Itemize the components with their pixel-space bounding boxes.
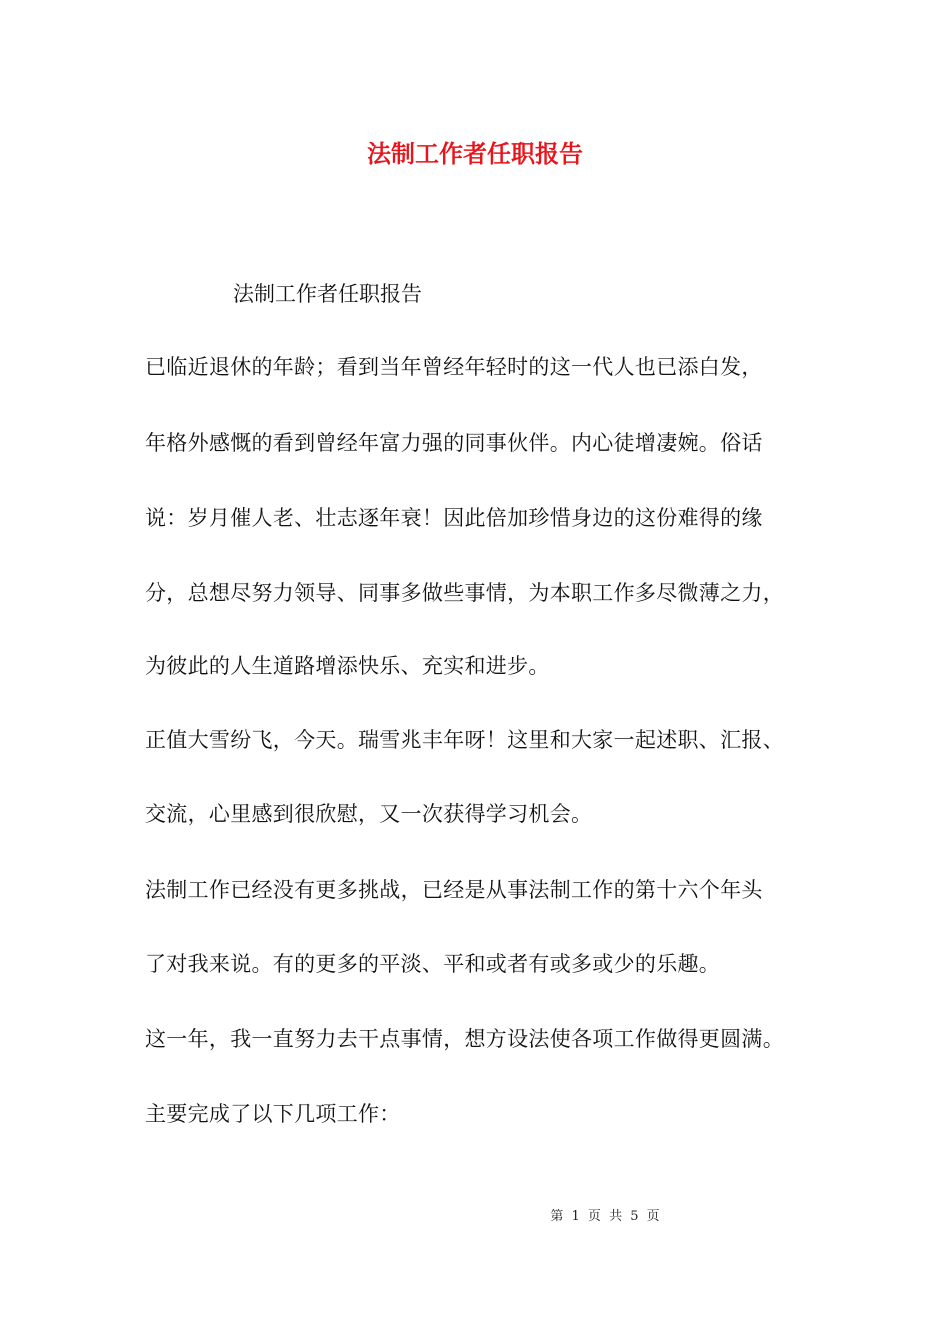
document-title: 法制工作者任职报告: [367, 139, 583, 168]
body-line: 这一年，我一直努力去干点事情，想方设法使各项工作做得更圆满。: [145, 1027, 784, 1051]
body-line: 说：岁月催人老、壮志逐年衰！因此倍加珍惜身边的这份难得的缘: [145, 506, 763, 530]
body-line: 法制工作已经没有更多挑战，已经是从事法制工作的第十六个年头: [145, 878, 763, 902]
body-line: 了对我来说。有的更多的平淡、平和或者有或多或少的乐趣。: [145, 952, 721, 976]
body-line: 分，总想尽努力领导、同事多做些事情，为本职工作多尽微薄之力，: [145, 581, 784, 605]
footer-page-word: 页: [587, 1209, 601, 1224]
footer-total-prefix: 共: [609, 1209, 623, 1224]
body-line: 已临近退休的年龄；看到当年曾经年轻时的这一代人也已添白发，: [145, 355, 763, 379]
body-line: 正值大雪纷飞，今天。瑞雪兆丰年呀！这里和大家一起述职、汇报、: [145, 728, 784, 752]
body-line: 主要完成了以下几项工作：: [145, 1102, 401, 1126]
page-footer: [0, 1207, 950, 1227]
document-subtitle: 法制工作者任职报告: [233, 282, 422, 306]
footer-page-prefix: 第: [550, 1209, 564, 1224]
body-line: 为彼此的人生道路增添快乐、充实和进步。: [145, 654, 550, 678]
body-line: 交流，心里感到很欣慰，又一次获得学习机会。: [145, 802, 593, 826]
footer-total-pages: 5: [630, 1209, 639, 1224]
body-line: 年格外感慨的看到曾经年富力强的同事伙伴。内心徒增凄婉。俗话: [145, 431, 763, 455]
footer-total-suffix: 页: [646, 1209, 660, 1224]
footer-current-page: 1: [571, 1209, 580, 1224]
